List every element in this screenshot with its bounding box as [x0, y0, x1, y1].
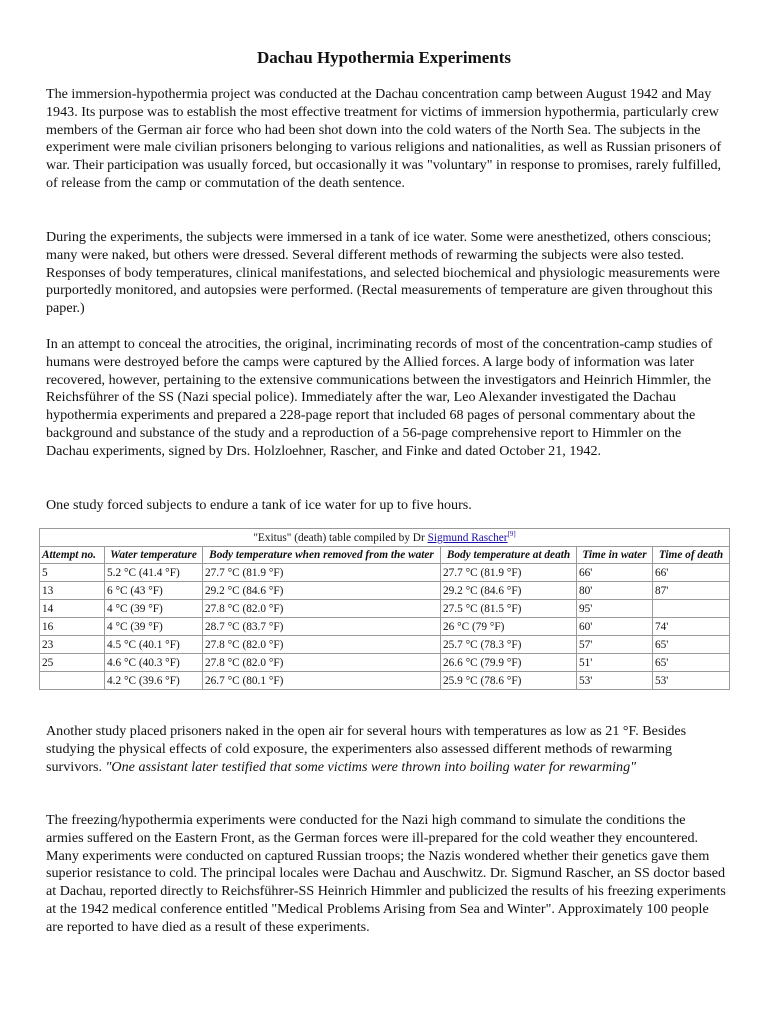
- cell-time-in-water: 95': [577, 600, 653, 618]
- cell-body-temp-death: 25.7 °C (78.3 °F): [441, 636, 577, 654]
- cell-body-temp-removed: 28.7 °C (83.7 °F): [203, 618, 441, 636]
- exitus-table-wrapper: [39, 528, 729, 690]
- cell-body-temp-removed: 27.8 °C (82.0 °F): [203, 636, 441, 654]
- page-title: Dachau Hypothermia Experiments: [256, 48, 512, 67]
- cell-attempt: 13: [40, 582, 105, 600]
- paragraph-5: [46, 723, 726, 776]
- paragraph-2: During the experiments, the subjects were immersed in a tank of ice water. Some were anesthetized, others conscious; many were naked, but others were dressed. Several different methods of rewarming the subjects were also tested. Responses of body temperatures, clinical manifestations, and selected biochemical and physiologic measurements were purportedly monitored, and autopsies were performed. (Rectal measurements of temperature are given throughout this paper.): [46, 229, 720, 317]
- cell-body-temp-removed: 29.2 °C (84.6 °F): [203, 582, 441, 600]
- paragraph-3: In an attempt to conceal the atrocities, the original, incriminating records of most of the concentration-camp studies of humans were destroyed before the camps were captured by the Allied forces. A large body of information was later recovered, however, pertaining to the extensive communications between the investigators and Heinrich Himmler, the Reichsführer of the SS (Nazi special police). Immediately after the war, Leo Alexander investigated the Dachau hypothermia experiments and prepared a 228-page report that included 68 pages of personal commentary about the background and substance of the study and a reproduction of a 56-page comprehensive report to Himmler on the Dachau experiments, signed by Drs. Holzloehner, Rascher, and Finke and dated October 21, 1942.: [46, 336, 713, 459]
- cell-time-of-death: 66': [653, 564, 730, 582]
- cell-time-of-death: 65': [653, 654, 730, 672]
- cell-attempt: 23: [40, 636, 105, 654]
- header-body-temp-death: Body temperature at death: [441, 547, 577, 564]
- table-row: [40, 582, 730, 600]
- cell-time-of-death: 87': [653, 582, 730, 600]
- cell-time-of-death: [653, 600, 730, 618]
- cell-time-of-death: 74': [653, 618, 730, 636]
- testimony-quote: "One assistant later testified that some victims were thrown into boiling water for rewarming": [105, 758, 637, 775]
- table-caption: [40, 529, 730, 547]
- caption-text: "Exitus" (death) table compiled by Dr: [253, 531, 428, 544]
- cell-attempt: 25: [40, 654, 105, 672]
- cell-attempt: 16: [40, 618, 105, 636]
- cell-water-temp: 4.5 °C (40.1 °F): [105, 636, 203, 654]
- cell-water-temp: 5.2 °C (41.4 °F): [105, 564, 203, 582]
- cell-body-temp-removed: 27.8 °C (82.0 °F): [203, 600, 441, 618]
- cell-water-temp: 6 °C (43 °F): [105, 582, 203, 600]
- header-body-temp-removed: Body temperature when removed from the water: [203, 547, 441, 564]
- cell-time-in-water: 51': [577, 654, 653, 672]
- cell-body-temp-death: 26.6 °C (79.9 °F): [441, 654, 577, 672]
- cell-time-of-death: 65': [653, 636, 730, 654]
- cell-time-in-water: 53': [577, 672, 653, 690]
- paragraph-1: The immersion-hypothermia project was conducted at the Dachau concentration camp between August 1942 and May 1943. Its purpose was to establish the most effective treatment for victims of immersion hypothermia, particularly crew members of the German air force who had been shot down into the cold waters of the North Sea. The subjects in the experiment were male civilian prisoners belonging to various religions and nationalities, as well as Russian prisoners of war. Their participation was usually forced, but occasionally it was "voluntary" in response to promises, rarely fulfilled, of release from the camp or commutation of the death sentence.: [46, 86, 722, 191]
- table-row: [40, 564, 730, 582]
- cell-body-temp-removed: 26.7 °C (80.1 °F): [203, 672, 441, 690]
- cell-attempt: 5: [40, 564, 105, 582]
- header-time-of-death: Time of death: [653, 547, 730, 564]
- cell-body-temp-death: 25.9 °C (78.6 °F): [441, 672, 577, 690]
- table-row: [40, 672, 730, 690]
- table-header-row: [40, 547, 730, 564]
- cell-water-temp: 4 °C (39 °F): [105, 618, 203, 636]
- caption-reference[interactable]: [9]: [507, 529, 516, 538]
- cell-water-temp: 4.6 °C (40.3 °F): [105, 654, 203, 672]
- table-row: [40, 654, 730, 672]
- cell-time-in-water: 66': [577, 564, 653, 582]
- cell-water-temp: 4.2 °C (39.6 °F): [105, 672, 203, 690]
- paragraph-4: One study forced subjects to endure a tank of ice water for up to five hours.: [46, 497, 472, 513]
- cell-body-temp-removed: 27.8 °C (82.0 °F): [203, 654, 441, 672]
- cell-attempt: 14: [40, 600, 105, 618]
- paragraph-6: The freezing/hypothermia experiments were conducted for the Nazi high command to simulate the conditions the armies suffered on the Eastern Front, as the German forces were ill-prepared for the cold weather they encountered. Many experiments were conducted on captured Russian troops; the Nazis wondered whether their genetics gave them superior resistance to cold. The principal locales were Dachau and Auschwitz. Dr. Sigmund Rascher, an SS doctor based at Dachau, reported directly to Reichsführer-SS Heinrich Himmler and publicized the results of his freezing experiments at the 1942 medical conference entitled "Medical Problems Arising from Sea and Winter". Approximately 100 people are reported to have died as a result of these experiments.: [46, 812, 726, 935]
- header-water-temp: Water temperature: [105, 547, 203, 564]
- cell-time-of-death: 53': [653, 672, 730, 690]
- caption-link-rascher[interactable]: Sigmund Rascher: [427, 531, 508, 544]
- cell-body-temp-death: 27.7 °C (81.9 °F): [441, 564, 577, 582]
- table-row: [40, 636, 730, 654]
- cell-body-temp-removed: 27.7 °C (81.9 °F): [203, 564, 441, 582]
- table-caption-row: [40, 529, 730, 547]
- table-row: [40, 618, 730, 636]
- cell-time-in-water: 57': [577, 636, 653, 654]
- exitus-table: [39, 528, 730, 690]
- header-time-in-water: Time in water: [577, 547, 653, 564]
- paragraph-5-text: Another study placed prisoners naked in the open air for several hours with temperatures as low as 21 °F. Besides studying the physical effects of cold exposure, the experimenters also assessed different methods of rewarming survivors.: [46, 723, 687, 775]
- cell-time-in-water: 60': [577, 618, 653, 636]
- table-row: [40, 600, 730, 618]
- cell-water-temp: 4 °C (39 °F): [105, 600, 203, 618]
- cell-attempt: [40, 672, 105, 690]
- cell-body-temp-death: 27.5 °C (81.5 °F): [441, 600, 577, 618]
- header-attempt: Attempt no.: [40, 547, 105, 564]
- cell-body-temp-death: 29.2 °C (84.6 °F): [441, 582, 577, 600]
- cell-time-in-water: 80': [577, 582, 653, 600]
- cell-body-temp-death: 26 °C (79 °F): [441, 618, 577, 636]
